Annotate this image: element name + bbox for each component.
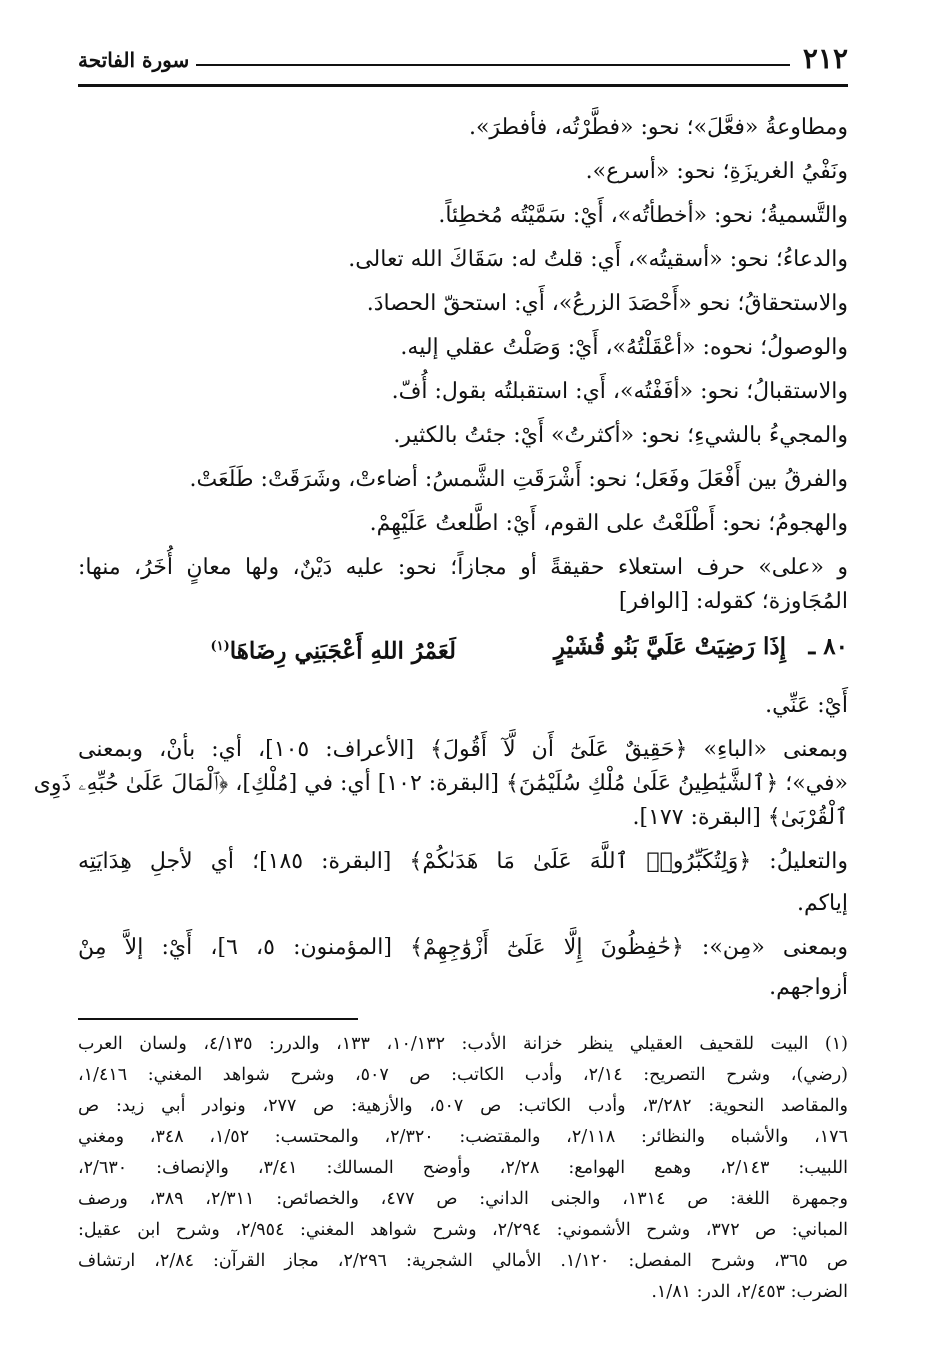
text-line: والوصولُ؛ نحوه: «أعْقَلْتُهُ»، أَيْ: وَصَلْتُ عقلي إليه. <box>400 335 848 360</box>
page-header <box>78 40 848 84</box>
text-line: و «على» حرف استعلاء حقيقةً أو مجازاً؛ نحو: عليه دَيْنٌ، ولها معانٍ أُخَرُ، منها: <box>78 555 848 580</box>
text-line: والاستحقاقُ؛ نحو «أَحْصَدَ الزرعُ»، أَي: استحقّ الحصادَ. <box>366 291 848 316</box>
text-line: والهجومُ؛ نحو: أَطْلَعْتُ على القوم، أَيْ: اطَّلعتُ عَلَيْهِمْ. <box>369 511 848 536</box>
text-line: وبمعنى «مِن»: ﴿حَٰفِظُونَ إِلَّا عَلَىٰٓ أَزْوَٰجِهِمْ﴾ [المؤمنون: ٥، ٦]، أَيْ: إلاَّ مِنْ <box>78 935 848 960</box>
page-number: ٢١٢ <box>802 42 848 75</box>
verse-hemistich-second: لَعَمْرُ اللهِ أَعْجَبَنِي رِضَاهَا <box>229 637 456 665</box>
poetry-verse <box>78 630 848 664</box>
footnote-line: (١) البيت للقحيف العقيلي ينظر خزانة الأدب: ١٠/١٣٢، ١٣٣، والدرر: ٤/١٣٥، ولسان العرب <box>78 1034 848 1054</box>
verse-hemistich-second-wrap <box>210 630 456 669</box>
footnote-line: والمقاصد النحوية: ٣/٢٨٢، وأدب الكاتب: ص ٥٠٧، والأزهية: ص ٢٧٧، ونوادر أبي زيد: ص <box>78 1096 848 1116</box>
footnote-line: ١٧٦، والأشباه والنظائر: ٢/١١٨، والمقتضب: ٢/٣٢٠، والمحتسب: ١/٥٢، ٣٤٨، ومغني <box>78 1127 848 1147</box>
text-line: والاستقبالُ؛ نحو: «أفَفْتُه»، أَي: استقبلتُه بقول: أُفّ. <box>391 379 848 404</box>
surah-title: سورة الفاتحة <box>78 48 190 72</box>
text-line: والمجيءُ بالشيءِ؛ نحو: «أكثرتُ» أَيْ: جئتُ بالكثير. <box>393 423 848 448</box>
text-line: ٱلْقُرْبَىٰ﴾ [البقرة: ١٧٧]. <box>632 805 848 830</box>
header-divider <box>196 64 790 66</box>
footnote-line: وجمهرة اللغة: ص ١٣١٤، والجنى الداني: ص ٤٧٧، والخصائص: ٢/٣١١، ٣٨٩، ورصف <box>78 1189 848 1209</box>
text-line: أزواجهم. <box>769 975 848 1000</box>
verse-number: ٨٠ ـ <box>808 633 848 660</box>
footnote-reference: (١) <box>210 639 230 654</box>
text-line: والفرقُ بين أَفْعَلَ وفَعَل؛ نحو: أَشْرَقَتِ الشَّمسُ: أضاءتْ، وشَرَقَتْ: طَلَعَتْ. <box>189 467 848 492</box>
text-line: إياكم. <box>796 891 848 916</box>
footnote-line: الضرب: ٢/٤٥٣، الدر: ١/٨١. <box>651 1282 848 1302</box>
text-line: «في»؛ ﴿ٱلشَّيَٰطِينُ عَلَىٰ مُلْكِ سُلَيْمَٰنَ﴾ [البقرة: ١٠٢] أي: في [مُلْكِ]، ﴿ٱلْمَالَ عَلَىٰ حُبِّهِۦ ذَوِى <box>33 771 848 796</box>
text-line: ونَفْيُ الغريزَةِ؛ نحو: «أسرع». <box>585 159 848 184</box>
footnote-line: المباني: ص ٣٧٢، وشرح الأشموني: ٢/٢٩٤، وشرح شواهد المغني: ٢/٩٥٤، وشرح ابن عقيل: <box>78 1220 849 1240</box>
text-line: والدعاءُ؛ نحو: «أسقيتُه»، أَي: قلتُ له: سَقَاكَ الله تعالى. <box>348 247 848 272</box>
text-line: المُجَاوزة؛ كقوله: [الوافر] <box>618 589 848 614</box>
verse-hemistich-first: إِذَا رَضِيَتْ عَلَيَّ بَنُو قُشَيْرٍ <box>553 633 786 660</box>
text-line: والتَّسميةُ؛ نحو: «أخطأتُه»، أَيْ: سَمَّيْتُه مُخطِئاً. <box>438 203 848 228</box>
text-line: وبمعنى «الباءِ» ﴿حَقِيقٌ عَلَىٰٓ أَن لَّآ أَقُولَ﴾ [الأعراف: ١٠٥]، أي: بأنْ، وبمعنى <box>78 737 849 762</box>
footnote-line: (رضي)، وشرح التصريح: ٢/١٤، وأدب الكاتب: ص ٥٠٧، وشرح شواهد المغني: ١/٤١٦، <box>78 1065 848 1085</box>
text-line: والتعليلُ: ﴿وَلِتُكَبِّرُوا۟ ٱللَّهَ عَلَىٰ مَا هَدَىٰكُمْ﴾ [البقرة: ١٨٥]؛ أي لأجلِ هِدَايَتِه <box>78 849 848 874</box>
text-line: ومطاوعةُ «فعَّلَ»؛ نحو: «فطَّرْتُه، فأفطرَ». <box>468 115 848 140</box>
footnote-line: اللبيب: ٢/١٤٣، وهمع الهوامع: ٢/٢٨، وأوضح المسالك: ٣/٤١، والإنصاف: ٢/٦٣٠، <box>78 1158 848 1178</box>
text-line: أَيْ: عَنِّي. <box>765 693 848 718</box>
footnote-line: ص ٣٦٥، وشرح المفصل: ١/١٢٠. الأمالي الشجرية: ٢/٢٩٦، مجاز القرآن: ٢/٨٤، ارتشاف <box>78 1251 848 1271</box>
footnote-separator <box>78 1018 358 1020</box>
header-rule <box>78 84 848 87</box>
